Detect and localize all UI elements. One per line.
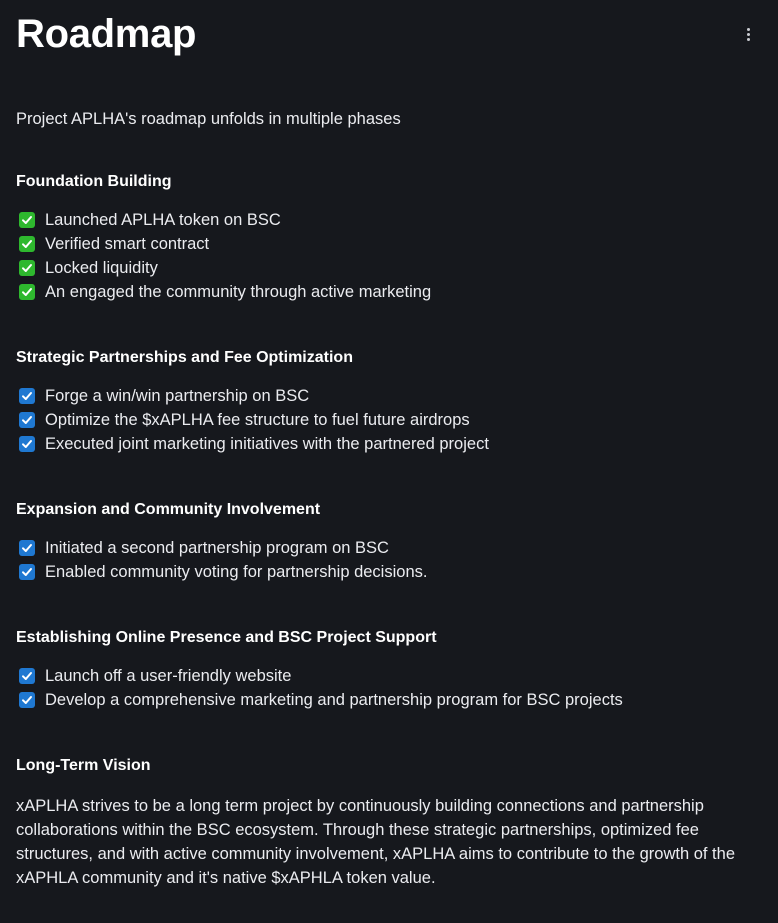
- section-strategic-partnerships: [16, 346, 762, 456]
- list-item: [16, 408, 762, 432]
- list-item: [16, 432, 762, 456]
- intro-text: Project APLHA's roadmap unfolds in multiple phases: [16, 110, 401, 128]
- section-expansion-community: [16, 498, 762, 584]
- blue-checkbox-icon: [19, 388, 35, 404]
- list-item: [16, 536, 762, 560]
- green-check-mark-icon: [19, 260, 35, 276]
- blue-checkbox-icon: [19, 412, 35, 428]
- list-item-text: Verified smart contract: [45, 235, 210, 253]
- green-check-mark-icon: [19, 212, 35, 228]
- blue-checkbox-icon: [19, 540, 35, 556]
- list-item-text: Optimize the $xAPLHA fee structure to fuel future airdrops: [45, 411, 470, 429]
- section-heading: Strategic Partnerships and Fee Optimization: [16, 349, 353, 366]
- list-item-text: Launched APLHA token on BSC: [45, 211, 281, 229]
- section-heading: Foundation Building: [16, 173, 172, 190]
- list-item: [16, 688, 762, 712]
- more-vertical-icon[interactable]: [738, 22, 758, 46]
- list-item: [16, 560, 762, 584]
- list-item: [16, 384, 762, 408]
- list-item: [16, 208, 762, 232]
- green-check-mark-icon: [19, 236, 35, 252]
- section-long-term-vision: [16, 754, 762, 890]
- list-item-text: Launch off a user-friendly website: [45, 667, 292, 685]
- blue-checkbox-icon: [19, 668, 35, 684]
- blue-checkbox-icon: [19, 692, 35, 708]
- list-item-text: Locked liquidity: [45, 259, 158, 277]
- checklist: [16, 208, 762, 304]
- section-heading: Long-Term Vision: [16, 757, 151, 774]
- blue-checkbox-icon: [19, 564, 35, 580]
- checklist: [16, 664, 762, 712]
- green-check-mark-icon: [19, 284, 35, 300]
- list-item-text: Develop a comprehensive marketing and partnership program for BSC projects: [45, 691, 623, 709]
- blue-checkbox-icon: [19, 436, 35, 452]
- section-heading: Establishing Online Presence and BSC Project Support: [16, 629, 437, 646]
- list-item: [16, 232, 762, 256]
- list-item: [16, 256, 762, 280]
- list-item: [16, 280, 762, 304]
- page-title: Roadmap: [16, 12, 197, 56]
- list-item-text: Initiated a second partnership program on BSC: [45, 539, 389, 557]
- list-item-text: An engaged the community through active marketing: [45, 283, 432, 301]
- checklist: [16, 536, 762, 584]
- list-item: [16, 664, 762, 688]
- list-item-text: Forge a win/win partnership on BSC: [45, 387, 310, 405]
- vision-paragraph: xAPLHA strives to be a long term project by continuously building connections and partnership collaborations within the BSC ecosystem. Through these strategic partnerships, optimized fee structures, and with active community involvement, xAPLHA aims to contribute to the growth of the xAPHLA community and it's native $xAPHLA token value.: [16, 797, 735, 887]
- checklist: [16, 384, 762, 456]
- list-item-text: Enabled community voting for partnership decisions.: [45, 563, 428, 581]
- list-item-text: Executed joint marketing initiatives with the partnered project: [45, 435, 489, 453]
- section-foundation-building: [16, 170, 762, 304]
- section-online-presence: [16, 626, 762, 712]
- section-heading: Expansion and Community Involvement: [16, 501, 321, 518]
